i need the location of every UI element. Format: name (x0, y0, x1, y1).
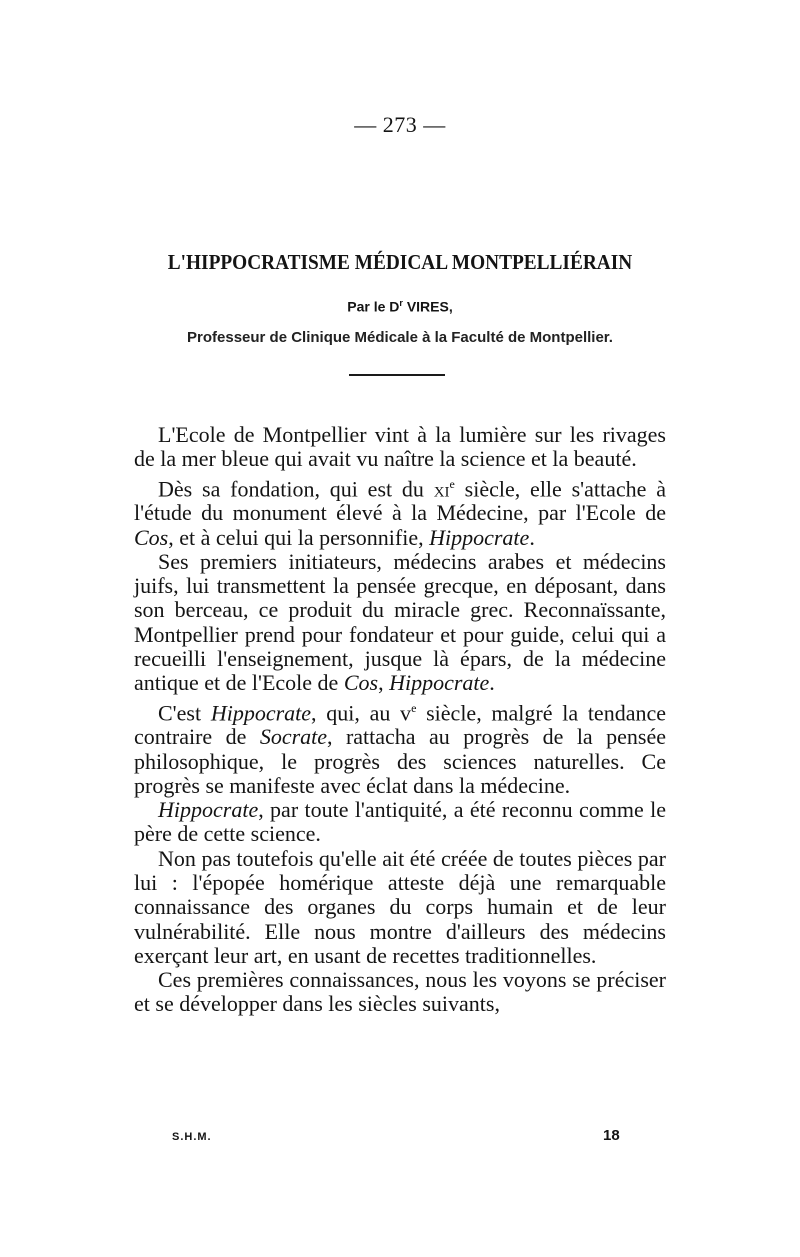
text-run: , qui, au v (311, 699, 412, 725)
text-run: siècle, elle s'attache à l'étude du monument élevé à la Médecine, par l'Ecole de (134, 475, 666, 526)
text-run: , et à celui qui la personnifie, (168, 524, 430, 550)
author-byline (0, 298, 800, 315)
text-run: . (529, 524, 535, 550)
author-name: VIRES, (406, 298, 453, 315)
ordinal-superscript: e (449, 476, 455, 491)
author-affiliation: Professeur de Clinique Médicale à la Faculté de Montpellier. (187, 329, 613, 346)
ordinal-superscript: e (411, 700, 417, 715)
text-run: , par toute l'antiquité, a été reconnu comme le père de cette science. (134, 797, 666, 847)
title-separator-rule (349, 374, 445, 376)
paragraph (134, 550, 666, 696)
text-run: . (489, 670, 495, 696)
page-number: — 273 — (354, 112, 446, 137)
text-run: , (378, 670, 390, 696)
body-text (134, 423, 666, 1017)
paragraph (134, 968, 666, 1017)
text-run: Ces premières connaissances, nous les voyons se préciser et se développer dans les siècles suivants, (134, 967, 666, 1017)
paragraph (134, 472, 666, 550)
byline-superscript: r (399, 298, 403, 308)
italic-term: Hippocrate (210, 699, 312, 725)
italic-term: Cos (134, 524, 169, 550)
paragraph (134, 423, 666, 472)
italic-term: Socrate (259, 724, 328, 750)
text-run: L'Ecole de Montpellier vint à la lumière sur les rivages de la mer bleue qui avait vu naître la science et la beauté. (134, 422, 666, 472)
text-run: , rattacha au progrès de la pensée philosophique, le progrès des sciences naturelles. Ce progrès se manifeste avec éclat dans la médecine. (134, 724, 666, 798)
paragraph (134, 847, 666, 968)
footer-signature-mark: S.H.M. (172, 1131, 212, 1143)
text-run: Non pas toutefois qu'elle ait été créée de toutes pièces par lui : l'épopée homérique atteste déjà une remarquable connaissance des organes du corps humain et de leur vulnérabilité. Elle nous montre d'ailleurs des médecins exerçant leur art, en usant de recettes traditionnelles. (134, 845, 666, 968)
paragraph (134, 696, 666, 799)
italic-term: Cos (343, 670, 379, 696)
article-title: L'HIPPOCRATISME MÉDICAL MONTPELLIÉRAIN (167, 250, 633, 274)
roman-numeral: xi (433, 475, 450, 501)
text-run: C'est (158, 699, 211, 725)
italic-term: Hippocrate (158, 797, 259, 823)
italic-term: Hippocrate (389, 670, 490, 696)
text-run: Ses premiers initiateurs, médecins arabes et médecins juifs, lui transmettent la pensée grecque, en déposant, dans son berceau, ce produit du miracle grec. Reconnaïssante, Montpellier prend pour fondateur et pour guide, celui qui a recueilli l'enseignement, jusque là épars, de la médecine antique et de l'Ecole de (134, 548, 666, 696)
text-run: Dès sa fondation, qui est du (158, 475, 434, 501)
paragraph (134, 798, 666, 847)
byline-prefix: Par le D (347, 298, 400, 315)
text-run: siècle, malgré la tendance contraire de (134, 699, 666, 750)
footer-sheet-number: 18 (603, 1127, 620, 1144)
italic-term: Hippocrate (429, 524, 530, 550)
